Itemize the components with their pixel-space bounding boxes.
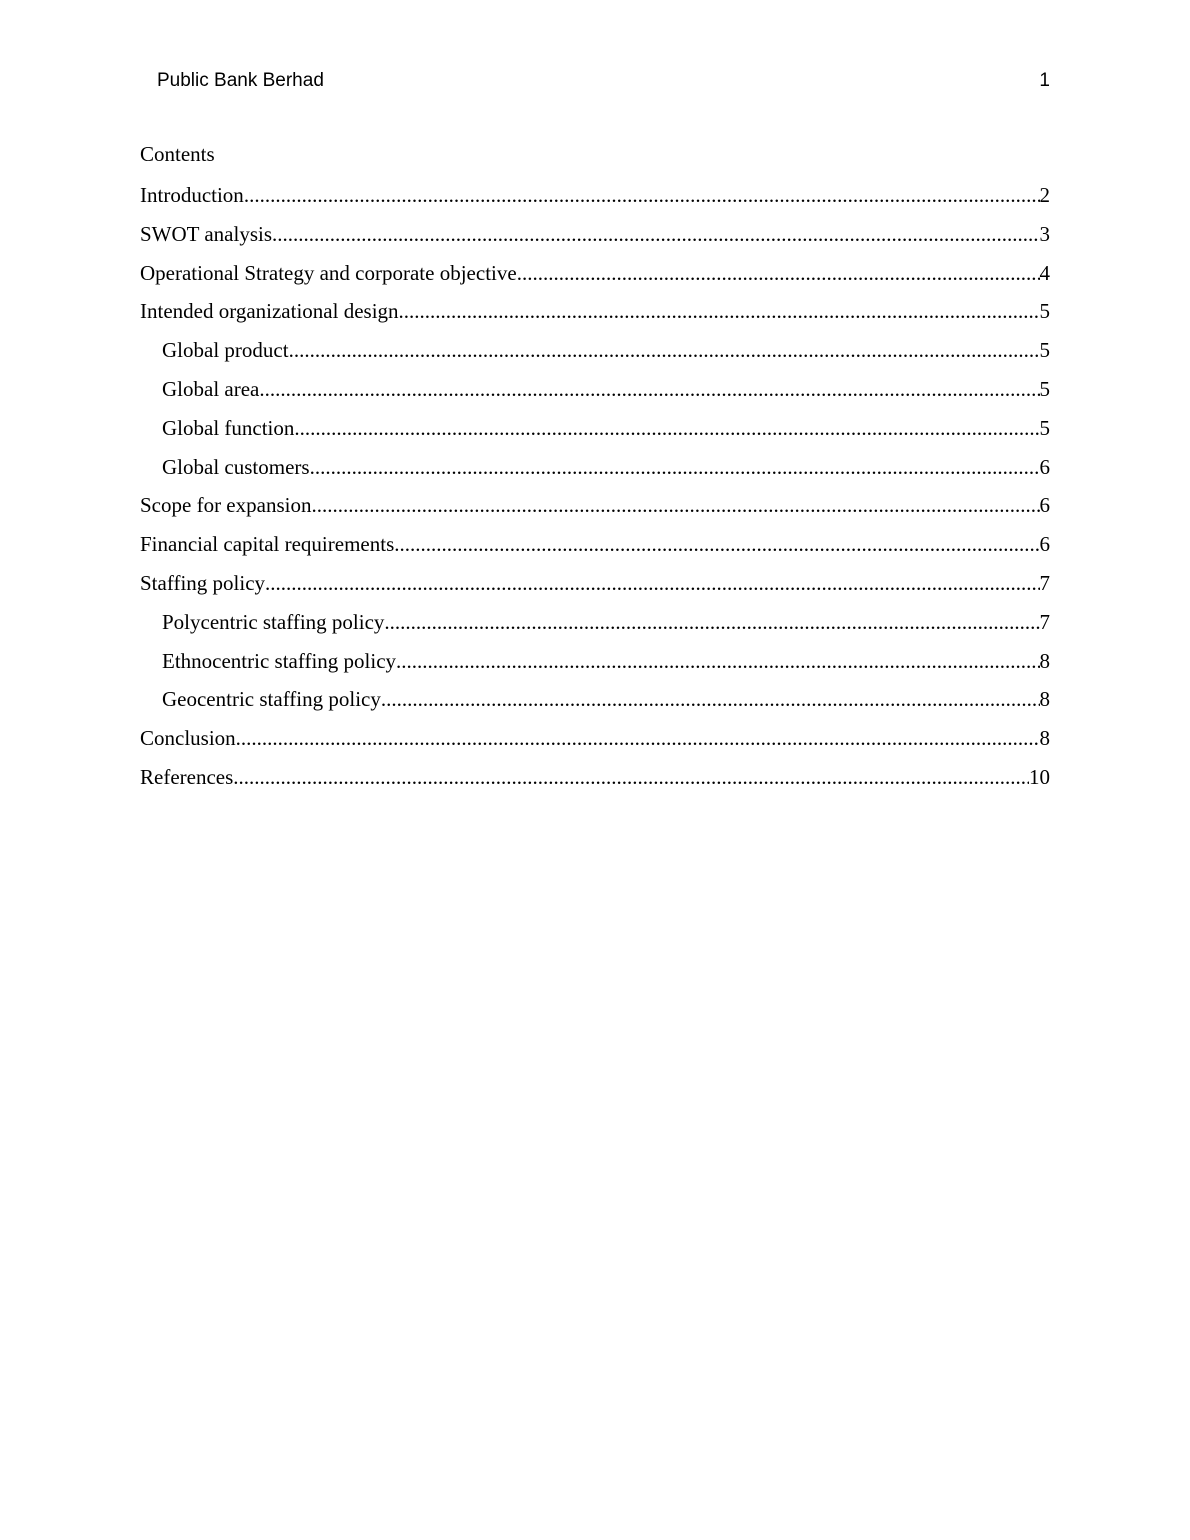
page-header — [157, 70, 1050, 98]
toc-dot-leader — [517, 254, 1040, 293]
toc-entry-global-customers[interactable] — [140, 448, 1050, 487]
toc-dot-leader — [289, 331, 1040, 370]
toc-entry-scope-for-expansion[interactable] — [140, 486, 1050, 525]
toc-entry-global-area[interactable] — [140, 370, 1050, 409]
toc-heading: Contents — [140, 142, 215, 166]
toc-dot-leader — [265, 564, 1039, 603]
toc-entry-label: Global product — [162, 338, 289, 363]
toc-entry-label: Operational Strategy and corporate objective — [140, 260, 517, 285]
toc-entry-financial-capital-requirements[interactable] — [140, 525, 1050, 564]
toc-entry-page: 5 — [1039, 415, 1050, 440]
toc-entry-ethnocentric-staffing-policy[interactable] — [140, 642, 1050, 681]
toc-dot-leader — [294, 409, 1039, 448]
toc-entry-label: Conclusion — [140, 726, 236, 751]
toc-dot-leader — [394, 525, 1039, 564]
toc-dot-leader — [259, 370, 1039, 409]
toc-dot-leader — [233, 758, 1029, 797]
toc-entry-page: 6 — [1039, 493, 1050, 518]
header-page-number: 1 — [1039, 70, 1050, 91]
toc-entry-label: Polycentric staffing policy — [162, 609, 385, 634]
toc-entry-page: 8 — [1039, 648, 1050, 673]
toc-dot-leader — [396, 642, 1039, 681]
toc-entry-label: Global area — [162, 376, 260, 401]
toc-entry-introduction[interactable] — [140, 176, 1050, 215]
toc-entry-page: 6 — [1039, 532, 1050, 557]
toc-entry-page: 5 — [1039, 338, 1050, 363]
toc-dot-leader — [311, 486, 1039, 525]
toc-entry-label: Introduction — [140, 183, 244, 207]
toc-entry-page: 10 — [1029, 764, 1050, 789]
toc-entry-global-function[interactable] — [140, 409, 1050, 448]
toc-entry-page: 6 — [1039, 454, 1050, 479]
toc-entry-geocentric-staffing-policy[interactable] — [140, 680, 1050, 719]
toc-entry-page: 3 — [1039, 221, 1050, 246]
toc-entry-label: SWOT analysis — [140, 221, 273, 246]
toc-entry-polycentric-staffing-policy[interactable] — [140, 603, 1050, 642]
toc-entry-page: 5 — [1039, 299, 1050, 324]
toc-entry-page: 8 — [1039, 726, 1050, 751]
table-of-contents — [140, 138, 1050, 797]
toc-entry-label: Scope for expansion — [140, 493, 312, 518]
toc-entry-conclusion[interactable] — [140, 719, 1050, 758]
toc-entry-staffing-policy[interactable] — [140, 564, 1050, 603]
toc-entry-label: Ethnocentric staffing policy — [162, 648, 397, 673]
toc-dot-leader — [236, 719, 1040, 758]
header-title: Public Bank Berhad — [157, 70, 324, 91]
toc-dot-leader — [399, 292, 1040, 331]
toc-entry-page: 7 — [1039, 570, 1050, 595]
toc-list — [140, 176, 1050, 797]
toc-entry-global-product[interactable] — [140, 331, 1050, 370]
toc-entry-label: References — [140, 764, 234, 789]
toc-entry-page: 7 — [1039, 609, 1050, 634]
toc-entry-label: Geocentric staffing policy — [162, 687, 381, 712]
toc-dot-leader — [384, 603, 1039, 642]
toc-entry-label: Staffing policy — [140, 570, 266, 595]
toc-entry-page: 5 — [1039, 376, 1050, 401]
toc-entry-references[interactable] — [140, 758, 1050, 797]
toc-entry-intended-organizational-design[interactable] — [140, 292, 1050, 331]
toc-dot-leader — [310, 448, 1040, 487]
toc-entry-label: Global customers — [162, 454, 310, 479]
toc-dot-leader — [244, 176, 1040, 215]
toc-entry-swot-analysis[interactable] — [140, 215, 1050, 254]
toc-entry-label: Intended organizational design — [140, 299, 399, 324]
toc-entry-page: 2 — [1039, 183, 1050, 207]
toc-dot-leader — [272, 215, 1039, 254]
toc-entry-page: 4 — [1039, 260, 1050, 285]
toc-dot-leader — [381, 680, 1040, 719]
toc-entry-label: Financial capital requirements — [140, 532, 395, 557]
toc-entry-operational-strategy[interactable] — [140, 254, 1050, 293]
toc-entry-label: Global function — [162, 415, 295, 440]
toc-entry-page: 8 — [1039, 687, 1050, 712]
